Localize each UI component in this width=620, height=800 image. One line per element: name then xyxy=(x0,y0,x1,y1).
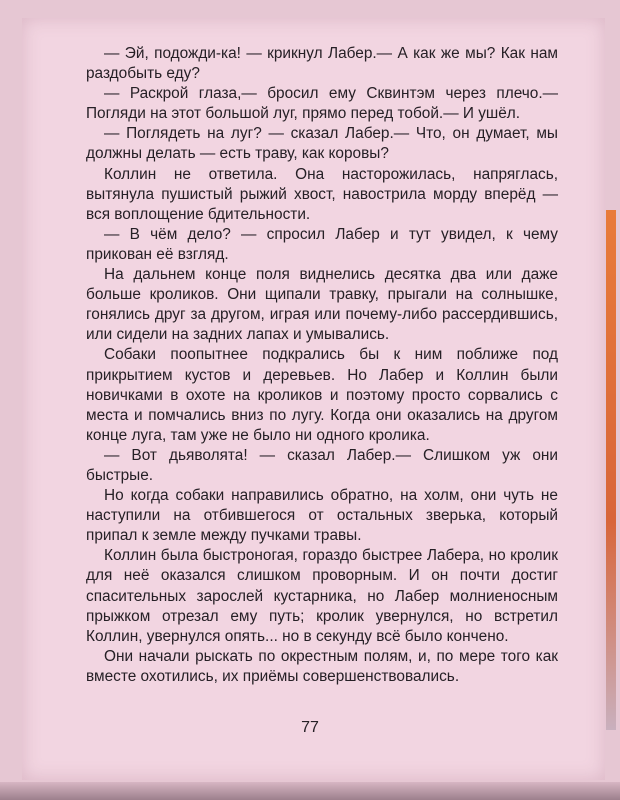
paragraph-10: Коллин была быстроногая, гораздо быстрее Лабера, но кролик для неё оказался слишком проворным. И он почти достиг спасительных зарослей кустарника, но Лабер молниеносным прыжком отрезал ему путь; кролик увернулся, но встретил Коллин, увернулся опять... но в секунду всё было кончено. xyxy=(86,547,558,645)
paragraph-7: Собаки поопытнее подкрались бы к ним поближе под прикрытием кустов и деревьев. Но Лабер и Коллин были новичками в охоте на кроликов и поэтому просто сорвались с места и помчались вниз по лугу. Когда они оказались на другом конце луга, там уже не было ни одного кролика. xyxy=(86,346,558,444)
paragraph-11: Они начали рыскать по окрестным полям, и, по мере того как вместе охотились, их приёмы совершенствовались. xyxy=(86,647,558,685)
paragraph-4: Коллин не ответила. Она насторожилась, напряглась, вытянула пушистый рыжий хвост, навострила морду вперёд — вся воплощение бдительности. xyxy=(86,165,558,223)
body-text xyxy=(86,44,558,687)
paragraph-3: — Поглядеть на луг? — сказал Лабер.— Что, он думает, мы должны делать — есть траву, как коровы? xyxy=(86,125,558,163)
paragraph-8: — Вот дьяволята! — сказал Лабер.— Слишком уж они быстрые. xyxy=(86,446,558,484)
paragraph-1: — Эй, подожди-ка! — крикнул Лабер.— А как же мы? Как нам раздобыть еду? xyxy=(86,45,558,83)
page-edge-decoration xyxy=(606,210,616,730)
paragraph-6: На дальнем конце поля виднелись десятка два или даже больше кроликов. Они щипали травку, прыгали на солнышке, гонялись друг за другом, играя или почему-либо рассердившись, или сидели на задних лапах и умывались. xyxy=(86,266,558,344)
paragraph-9: Но когда собаки направились обратно, на холм, они чуть не наступили на отбившегося от остальных зверька, который припал к земле между пучками травы. xyxy=(86,487,558,545)
paragraph-2: — Раскрой глаза,— бросил ему Сквинтэм через плечо.— Погляди на этот большой луг, прямо перед тобой.— И ушёл. xyxy=(86,85,558,123)
page-bottom-edge xyxy=(0,782,620,800)
page-number: 77 xyxy=(301,719,319,736)
paragraph-5: — В чём дело? — спросил Лабер и тут увидел, к чему прикован её взгляд. xyxy=(86,225,558,263)
